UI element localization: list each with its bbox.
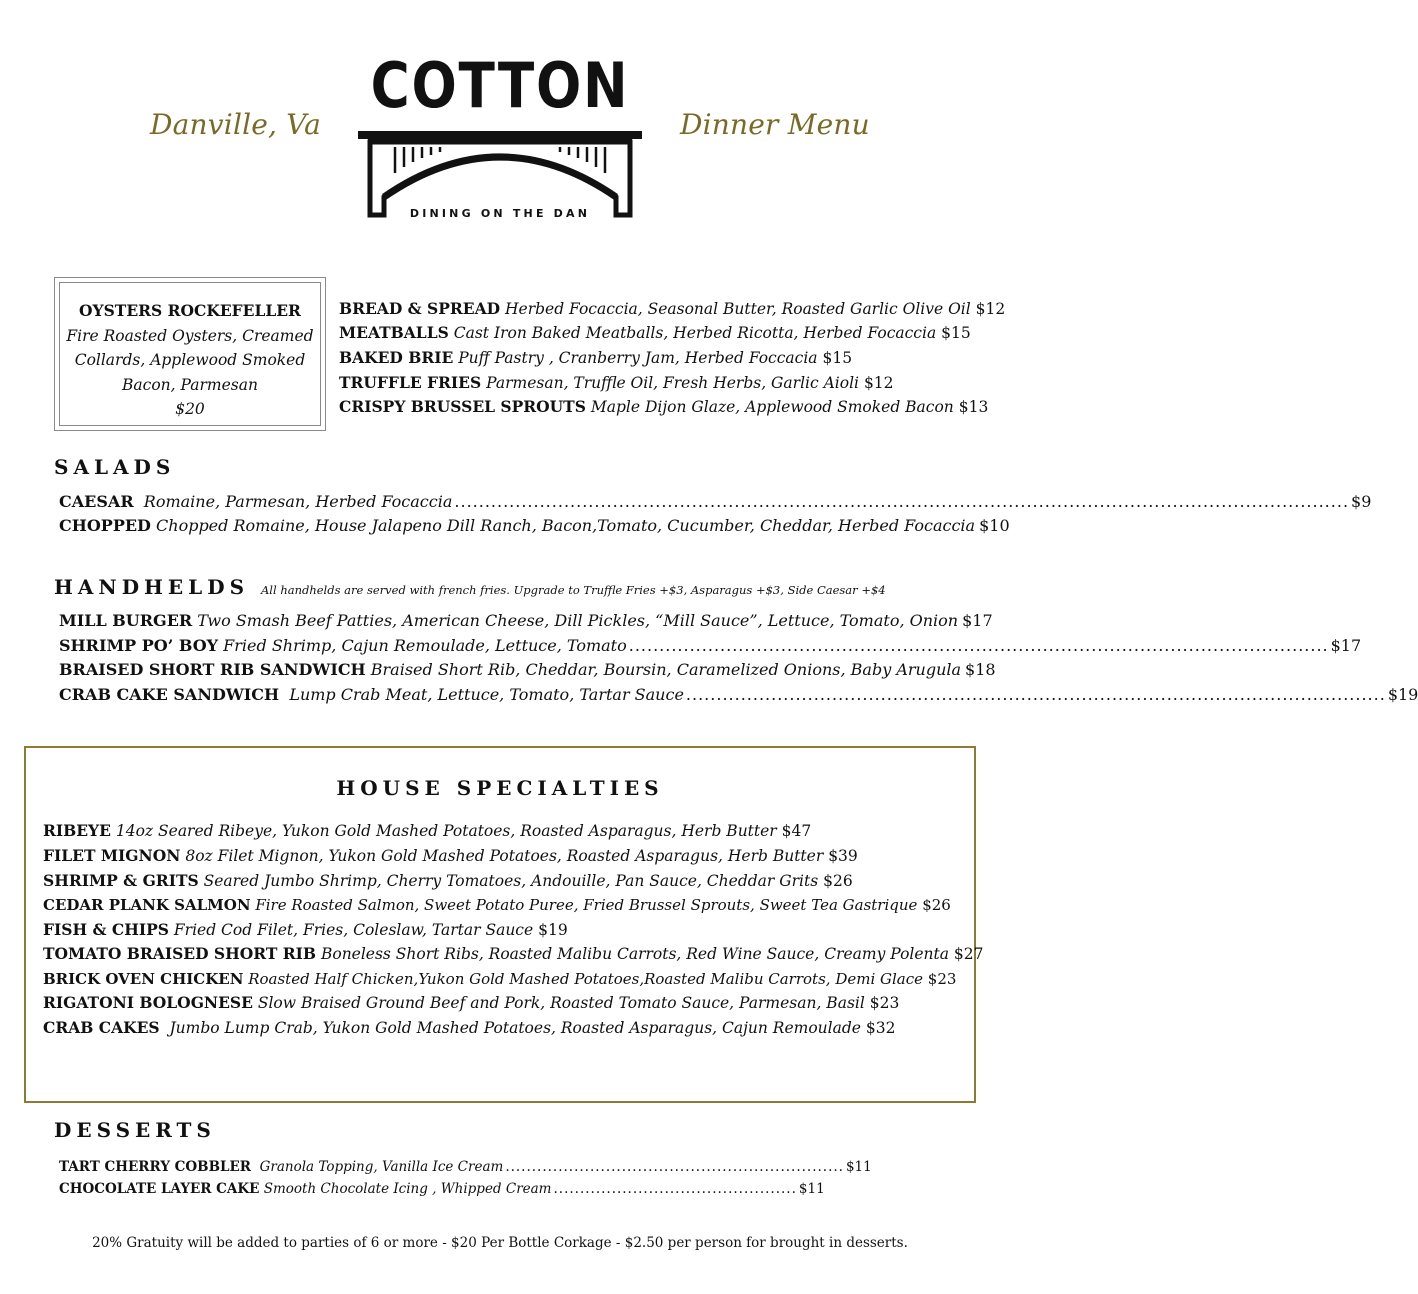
handheld-item: CRAB CAKE SANDWICH Lump Crab Meat, Lettuce, Tomato, Tartar Sauce ................................................................................................................... $19 [59, 685, 1418, 704]
logo-wordmark: COTTON [370, 49, 630, 122]
specialty-item: BRICK OVEN CHICKEN Roasted Half Chicken,Yukon Gold Mashed Potatoes,Roasted Malibu Carrots, Demi Glace $23 [43, 970, 957, 988]
specialty-item: SHRIMP & GRITS Seared Jumbo Shrimp, Cherry Tomatoes, Andouille, Pan Sauce, Cheddar Grits $26 [43, 871, 853, 890]
salad-item: CAESAR Romaine, Parmesan, Herbed Focaccia ................................................................................................................................................... $9 [59, 492, 1372, 511]
specialty-item: FISH & CHIPS Fried Cod Filet, Fries, Coleslaw, Tartar Sauce $19 [43, 920, 568, 939]
bridge-icon [350, 127, 650, 217]
feature-desc-line: Collards, Applewood Smoked [74, 351, 306, 369]
specialty-item: FILET MIGNON 8oz Filet Mignon, Yukon Gold Mashed Potatoes, Roasted Asparagus, Herb Butter $39 [43, 846, 858, 865]
logo [340, 49, 660, 225]
feature-inner [59, 282, 321, 426]
menu-title: Dinner Menu [680, 108, 870, 141]
feature-desc-line: Fire Roasted Oysters, Creamed [66, 326, 314, 345]
specialty-item: RIBEYE 14oz Seared Ribeye, Yukon Gold Mashed Potatoes, Roasted Asparagus, Herb Butter $47 [43, 821, 812, 840]
specialty-item: CEDAR PLANK SALMON Fire Roasted Salmon, Sweet Potato Puree, Fried Brussel Sprouts, Sweet Tea Gastrique $26 [43, 896, 951, 914]
desserts-heading: DESSERTS [54, 1118, 216, 1142]
logo-tagline: DINING ON THE DAN [409, 207, 591, 220]
location-label: Danville, Va [150, 108, 321, 141]
starter-item: TRUFFLE FRIES Parmesan, Truffle Oil, Fresh Herbs, Garlic Aioli $12 [339, 373, 894, 392]
specialty-item: CRAB CAKES Jumbo Lump Crab, Yukon Gold Mashed Potatoes, Roasted Asparagus, Cajun Remoulade $32 [43, 1018, 896, 1037]
footer-note: 20% Gratuity will be added to parties of 6 or more - $20 Per Bottle Corkage - $2.50 per person for brought in desserts. [92, 1235, 908, 1251]
dessert-item: TART CHERRY COBBLER Granola Topping, Vanilla Ice Cream ................................................................ $11 [59, 1159, 872, 1175]
dessert-item: CHOCOLATE LAYER CAKE Smooth Chocolate Icing , Whipped Cream .............................................. $11 [59, 1181, 825, 1197]
feature-desc-line: Bacon, Parmesan [122, 375, 258, 394]
handheld-item: MILL BURGER Two Smash Beef Patties, American Cheese, Dill Pickles, “Mill Sauce”, Lettuce, Tomato, Onion $17 [59, 611, 993, 630]
starter-item: CRISPY BRUSSEL SPROUTS Maple Dijon Glaze, Applewood Smoked Bacon $13 [339, 397, 989, 416]
salad-item: CHOPPED Chopped Romaine, House Jalapeno Dill Ranch, Bacon,Tomato, Cucumber, Cheddar, Herbed Focaccia $10 [59, 516, 1010, 535]
handhelds-note: All handhelds are served with french fries. Upgrade to Truffle Fries +$3, Asparagus +$3, Side Caesar +$4 [261, 583, 886, 597]
specialties-heading: HOUSE SPECIALTIES [336, 776, 664, 800]
feature-price: $20 [175, 400, 205, 418]
feature-box [54, 277, 326, 431]
specialty-item: RIGATONI BOLOGNESE Slow Braised Ground Beef and Pork, Roasted Tomato Sauce, Parmesan, Basil $23 [43, 993, 900, 1012]
starter-item: MEATBALLS Cast Iron Baked Meatballs, Herbed Ricotta, Herbed Focaccia $15 [339, 323, 971, 342]
specialty-item: TOMATO BRAISED SHORT RIB Boneless Short Ribs, Roasted Malibu Carrots, Red Wine Sauce, Creamy Polenta $27 [43, 944, 984, 963]
salads-heading: SALADS [54, 455, 176, 479]
starter-item: BREAD & SPREAD Herbed Focaccia, Seasonal Butter, Roasted Garlic Olive Oil $12 [339, 299, 1006, 318]
handhelds-heading: HANDHELDS All handhelds are served with french fries. Upgrade to Truffle Fries +$3, Asparagus +$3, Side Caesar +$4 [54, 575, 886, 599]
feature-name: OYSTERS ROCKEFELLER [79, 301, 301, 320]
handheld-item: SHRIMP PO’ BOY Fried Shrimp, Cajun Remoulade, Lettuce, Tomato ................................................................................................................... $17 [59, 636, 1362, 655]
starter-item: BAKED BRIE Puff Pastry , Cranberry Jam, Herbed Foccacia $15 [339, 348, 853, 367]
handheld-item: BRAISED SHORT RIB SANDWICH Braised Short Rib, Cheddar, Boursin, Caramelized Onions, Baby Arugula $18 [59, 660, 996, 679]
